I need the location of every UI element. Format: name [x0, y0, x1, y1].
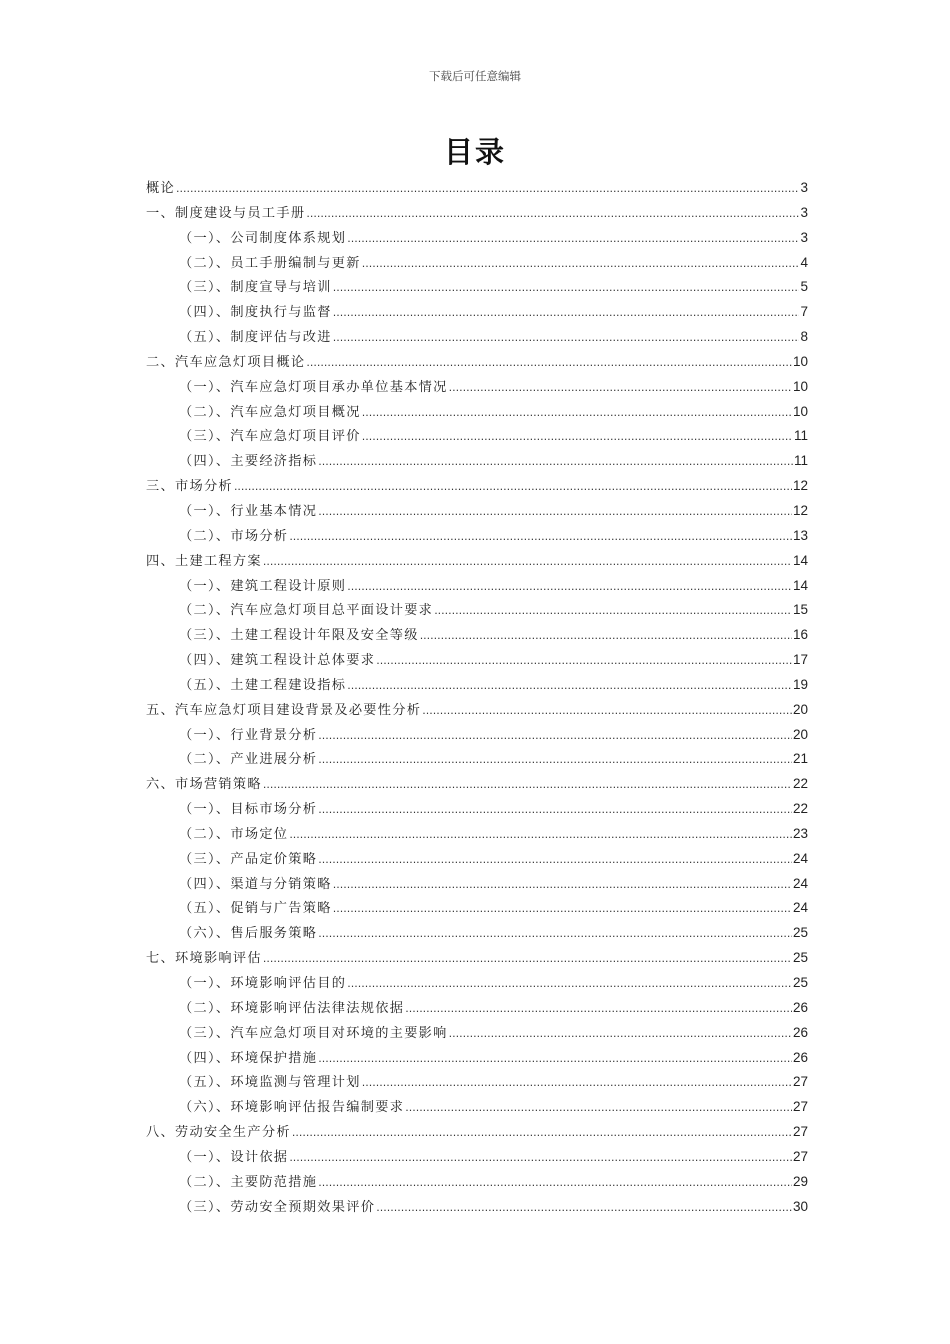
toc-entry[interactable] [146, 201, 808, 226]
toc-entry-label: （二）、产业进展分析 [179, 752, 318, 768]
toc-entry[interactable] [146, 1021, 808, 1046]
toc-dot-leader [289, 823, 792, 848]
toc-dot-leader [362, 425, 793, 450]
toc-entry-page-number: 25 [792, 975, 808, 990]
toc-dot-leader [306, 202, 799, 227]
toc-entry-label: 七、环境影响评估 [146, 951, 262, 967]
toc-dot-leader [318, 724, 792, 749]
toc-entry-page-number: 11 [793, 428, 808, 444]
toc-entry-label: （三）、劳动安全预期效果评价 [179, 1199, 376, 1215]
toc-dot-leader [347, 674, 792, 699]
toc-entry[interactable] [146, 1195, 808, 1220]
toc-entry-page-number: 27 [792, 1124, 808, 1140]
toc-dot-leader [289, 1146, 792, 1171]
toc-dot-leader [333, 276, 800, 301]
toc-entry-label: （一）、环境影响评估目的 [179, 976, 347, 991]
toc-entry[interactable] [146, 698, 808, 723]
toc-entry[interactable] [146, 847, 808, 872]
toc-entry[interactable] [146, 598, 808, 623]
toc-entry[interactable] [146, 797, 808, 822]
toc-entry-page-number: 27 [792, 1099, 808, 1115]
toc-entry-label: （六）、售后服务策略 [179, 926, 318, 942]
toc-entry-label: （一）、设计依据 [179, 1149, 289, 1165]
toc-entry-label: 五、汽车应急灯项目建设背景及必要性分析 [146, 702, 422, 718]
toc-entry-page-number: 25 [792, 950, 808, 966]
toc-dot-leader [434, 599, 792, 624]
toc-entry-label: （三）、制度宣导与培训 [179, 280, 332, 296]
toc-entry-label: （三）、汽车应急灯项目评价 [179, 429, 361, 445]
toc-entry-label: 二、汽车应急灯项目概论 [146, 354, 306, 370]
toc-dot-leader [176, 177, 800, 202]
toc-entry-label: 四、土建工程方案 [146, 553, 262, 569]
toc-dot-leader [318, 848, 792, 873]
toc-entry[interactable] [146, 896, 808, 921]
toc-entry-page-number: 23 [792, 825, 808, 841]
toc-entry-label: （三）、产品定价策略 [179, 851, 318, 867]
toc-dot-leader [362, 252, 800, 277]
toc-entry-page-number: 3 [800, 204, 808, 220]
toc-entry[interactable] [146, 971, 808, 996]
toc-entry-label: （二）、员工手册编制与更新 [179, 255, 361, 271]
toc-dot-leader [420, 624, 792, 649]
toc-entry[interactable] [146, 623, 808, 648]
toc-entry-label: （一）、建筑工程设计原则 [179, 578, 347, 594]
toc-entry[interactable] [146, 176, 808, 201]
toc-entry[interactable] [146, 1170, 808, 1195]
toc-dot-leader [318, 798, 792, 823]
toc-entry-label: 八、劳动安全生产分析 [146, 1125, 291, 1141]
toc-dot-leader [333, 897, 792, 922]
toc-entry[interactable] [146, 772, 808, 797]
toc-entry-label: （五）、制度评估与改进 [179, 330, 332, 346]
toc-dot-leader [263, 550, 792, 575]
toc-entry-page-number: 26 [792, 999, 808, 1015]
toc-entry-label: （一）、行业背景分析 [179, 727, 318, 743]
toc-entry-page-number: 30 [792, 1198, 808, 1214]
toc-entry-page-number: 12 [792, 502, 808, 518]
toc-dot-leader [405, 997, 792, 1022]
toc-dot-leader [449, 1022, 792, 1047]
toc-dot-leader [318, 1047, 792, 1072]
toc-dot-leader [289, 525, 792, 550]
toc-entry[interactable] [146, 822, 808, 847]
toc-entry-page-number: 20 [792, 701, 808, 717]
toc-entry-page-number: 16 [792, 627, 808, 643]
toc-entry[interactable] [146, 449, 808, 474]
toc-entry-page-number: 12 [792, 478, 808, 494]
page-title: 目录 [443, 135, 506, 169]
toc-entry-label: （一）、汽车应急灯项目承办单位基本情况 [179, 379, 448, 395]
toc-entry-page-number: 20 [792, 726, 808, 742]
toc-entry-page-number: 19 [792, 676, 808, 692]
toc-dot-leader [362, 1071, 792, 1096]
toc-entry[interactable] [146, 474, 808, 499]
toc-dot-leader [362, 401, 792, 426]
toc-dot-leader [318, 748, 792, 773]
toc-entry-page-number: 22 [792, 776, 808, 792]
toc-entry-label: （二）、汽车应急灯项目概况 [179, 404, 361, 420]
toc-entry-label: （四）、渠道与分销策略 [179, 876, 332, 892]
toc-dot-leader [318, 922, 792, 947]
toc-entry[interactable] [146, 400, 808, 425]
toc-dot-leader [347, 972, 792, 997]
toc-entry[interactable] [146, 549, 808, 574]
toc-entry[interactable] [146, 226, 808, 251]
toc-dot-leader [318, 500, 792, 525]
toc-entry-label: （三）、土建工程设计年限及安全等级 [179, 628, 419, 644]
toc-entry-label: （二）、主要防范措施 [179, 1174, 318, 1190]
page-header: 下载后可任意编辑 [429, 69, 521, 83]
toc-entry-label: 三、市场分析 [146, 479, 233, 495]
toc-entry[interactable] [146, 424, 808, 449]
toc-entry[interactable] [146, 499, 808, 524]
toc-entry-page-number: 27 [792, 1148, 808, 1164]
toc-entry-page-number: 10 [792, 353, 808, 369]
toc-entry[interactable] [146, 673, 808, 698]
toc-dot-leader [347, 227, 799, 252]
toc-entry-page-number: 14 [792, 552, 808, 568]
toc-entry-page-number: 8 [800, 329, 808, 345]
toc-entry-label: （二）、环境影响评估法律法规依据 [179, 1000, 405, 1016]
toc-entry[interactable] [146, 1145, 808, 1170]
toc-entry[interactable] [146, 300, 808, 325]
toc-dot-leader [333, 873, 792, 898]
toc-dot-leader [306, 351, 792, 376]
toc-dot-leader [234, 475, 792, 500]
toc-entry-page-number: 26 [792, 1049, 808, 1065]
toc-entry-label: （二）、汽车应急灯项目总平面设计要求 [179, 603, 434, 619]
toc-entry[interactable] [146, 1070, 808, 1095]
toc-dot-leader [333, 301, 800, 326]
toc-entry[interactable] [146, 1046, 808, 1071]
toc-dot-leader [263, 947, 792, 972]
toc-entry-label: （五）、土建工程建设指标 [179, 677, 347, 693]
toc-entry[interactable] [146, 872, 808, 897]
toc-entry-label: （四）、主要经济指标 [179, 454, 318, 470]
toc-entry-label: 一、制度建设与员工手册 [146, 205, 306, 221]
toc-entry[interactable] [146, 648, 808, 673]
toc-entry[interactable] [146, 251, 808, 276]
toc-dot-leader [333, 326, 800, 351]
toc-dot-leader [376, 649, 792, 674]
toc-dot-leader [422, 699, 792, 724]
toc-entry-label: （三）、汽车应急灯项目对环境的主要影响 [179, 1025, 448, 1041]
toc-entry[interactable] [146, 275, 808, 300]
toc-dot-leader [263, 773, 792, 798]
toc-entry-page-number: 4 [800, 254, 808, 270]
toc-entry-page-number: 5 [800, 279, 808, 295]
toc-entry-label: （一）、行业基本情况 [179, 503, 318, 519]
toc-entry-label: （四）、环境保护措施 [179, 1050, 318, 1066]
toc-entry-label: （一）、目标市场分析 [179, 802, 318, 818]
toc-entry-page-number: 24 [792, 850, 808, 866]
toc-entry-page-number: 11 [793, 453, 808, 469]
toc-dot-leader [292, 1121, 792, 1146]
toc-entry[interactable] [146, 325, 808, 350]
toc-entry-page-number: 15 [792, 602, 808, 618]
toc-entry-label: （六）、环境影响评估报告编制要求 [179, 1100, 405, 1116]
toc-entry-label: 六、市场营销策略 [146, 777, 262, 793]
toc-entry[interactable] [146, 1095, 808, 1120]
toc-dot-leader [318, 1171, 792, 1196]
toc-entry-page-number: 10 [792, 378, 808, 394]
toc-entry-page-number: 26 [792, 1024, 808, 1040]
toc-entry-page-number: 24 [792, 875, 808, 891]
toc-entry-page-number: 22 [792, 801, 808, 817]
toc-entry-page-number: 21 [792, 751, 808, 767]
toc-entry-page-number: 3 [800, 229, 808, 245]
toc-entry-label: （二）、市场分析 [179, 528, 289, 544]
toc-entry-page-number: 27 [792, 1074, 808, 1090]
toc-entry-page-number: 13 [792, 527, 808, 543]
toc-entry[interactable] [146, 524, 808, 549]
toc-entry[interactable] [146, 375, 808, 400]
toc-entry-page-number: 3 [800, 180, 808, 195]
toc-entry-page-number: 24 [792, 900, 808, 916]
toc-entry[interactable] [146, 1120, 808, 1145]
toc-entry[interactable] [146, 996, 808, 1021]
toc-entry-page-number: 17 [792, 652, 808, 668]
toc-dot-leader [405, 1096, 792, 1121]
toc-entry-label: （五）、促销与广告策略 [179, 901, 332, 917]
toc-dot-leader [449, 376, 792, 401]
toc-entry[interactable] [146, 747, 808, 772]
toc-entry-page-number: 25 [792, 925, 808, 941]
toc-entry-page-number: 29 [792, 1173, 808, 1189]
toc-entry[interactable] [146, 574, 808, 599]
toc-dot-leader [347, 575, 792, 600]
toc-entry-label: （四）、制度执行与监督 [179, 305, 332, 321]
toc-entry-label: （二）、市场定位 [179, 826, 289, 842]
table-of-contents [146, 176, 808, 1219]
toc-entry-label: （四）、建筑工程设计总体要求 [179, 653, 376, 669]
toc-entry-label: （一）、公司制度体系规划 [179, 230, 347, 246]
toc-entry-page-number: 14 [792, 577, 808, 593]
toc-dot-leader [376, 1196, 792, 1221]
toc-entry-label: 概论 [146, 181, 175, 196]
toc-entry-page-number: 7 [800, 304, 808, 320]
toc-entry[interactable] [146, 350, 808, 375]
toc-entry[interactable] [146, 921, 808, 946]
toc-entry[interactable] [146, 946, 808, 971]
toc-entry[interactable] [146, 723, 808, 748]
toc-entry-page-number: 10 [792, 403, 808, 419]
toc-dot-leader [318, 450, 793, 475]
toc-entry-label: （五）、环境监测与管理计划 [179, 1075, 361, 1091]
